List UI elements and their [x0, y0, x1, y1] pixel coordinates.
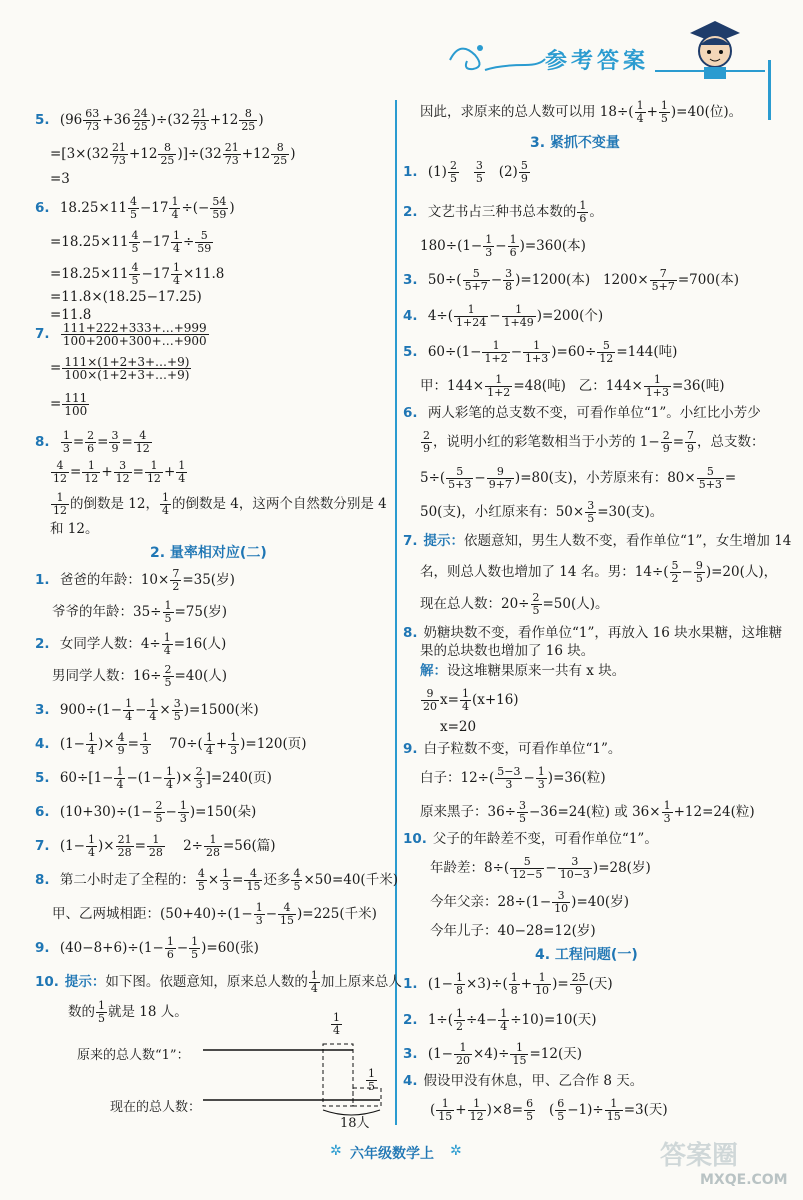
- answer-line: 现在总人数：20÷ $\frac{2}{5}$ =50(人)。: [420, 591, 609, 617]
- answer-line: = $\frac{111}{100}$: [50, 391, 88, 418]
- segment-lines: [195, 1036, 390, 1118]
- question-number: 3.: [403, 272, 418, 288]
- brace-label: 18人: [340, 1116, 370, 1131]
- watermark-url: MXQE.COM: [700, 1172, 788, 1188]
- question-number: 10.: [403, 831, 427, 847]
- footer-title: 六年级数学上: [350, 1146, 434, 1162]
- answer-line: 名，则总人数也增加了 14 名。男：14÷( $\frac{5}{2}$ − $\frac{9}{5}$ )=20(人)，: [420, 559, 778, 585]
- answer-line: 1. (1− $\frac{1}{8}$ ×3)÷( $\frac{1}{8}$ + $\frac{1}{10}$ )= $\frac{25}{9}$ (天): [403, 971, 613, 997]
- answer-line: $\frac{2}{9}$ ，说明小红的彩笔数相当于小芳的 1− $\frac{2}{9}$ = $\frac{7}{9}$ ，总支数：: [423, 429, 765, 455]
- label-current-total: 现在的总人数：: [110, 1100, 202, 1115]
- question-number: 7.: [35, 326, 50, 342]
- question-number: 4.: [403, 1073, 418, 1089]
- graduate-mascot-icon: [670, 15, 750, 80]
- answer-line: 9. 白子粒数不变，可看作单位“1”。: [403, 741, 622, 757]
- answer-line: 8. $\frac{1}{3}$ = $\frac{2}{6}$ = $\frac{3}{9}$ = $\frac{4}{12}$: [35, 429, 150, 455]
- question-number: 1.: [403, 976, 418, 992]
- answer-line: 10. 父子的年龄差不变，可看作单位“1”。: [403, 831, 658, 847]
- answer-line: $\frac{4}{12}$ = $\frac{1}{12}$ + $\frac{3}{12}$ = $\frac{1}{12}$ + $\frac{1}{4}$: [53, 459, 186, 485]
- answer-line: =11.8×(18.25−17.25): [50, 289, 202, 305]
- section-heading: 2. 量率相对应(二): [150, 545, 267, 561]
- right-fraction: $\frac{1}{5}$: [368, 1067, 375, 1093]
- answer-line: = $\frac{111\times(1+2+3+\dots+9)}{100\times(1+2+3+\dots+9)}$: [50, 355, 190, 382]
- answer-line: 白子：12÷( $\frac{5-3}{3}$ − $\frac{1}{3}$ )=36(粒): [420, 765, 606, 791]
- label-original-total: 原来的总人数“1”：: [77, 1048, 190, 1063]
- question-number: 2.: [35, 636, 50, 652]
- question-number: 5.: [35, 112, 50, 128]
- question-number: 8.: [403, 625, 418, 641]
- section-heading: 3. 紧抓不变量: [530, 135, 620, 151]
- answer-line: 5÷( $\frac{5}{5+3}$ − $\frac{9}{9+7}$ )=80(支)，小芳原来有：80× $\frac{5}{5+3}$ =: [420, 465, 737, 491]
- question-number: 7.: [403, 533, 418, 549]
- answer-line: 数的 $\frac{1}{5}$ 就是 18 人。: [68, 999, 188, 1025]
- question-number: 8.: [35, 872, 50, 888]
- answer-line: x=20: [440, 719, 477, 735]
- question-number: 9.: [403, 741, 418, 757]
- answer-line: 9. (40−8+6)÷(1− $\frac{1}{6}$ − $\frac{1}{5}$ )=60(张): [35, 935, 259, 961]
- question-number: 5.: [403, 344, 418, 360]
- answer-line: 6. 两人彩笔的总支数不变，可看作单位“1”。小红比小芳少: [403, 405, 761, 421]
- answer-line: 甲、乙两城相距：(50+40)÷(1− $\frac{1}{3}$ − $\frac{4}{15}$ )=225(千米): [52, 901, 377, 927]
- answer-line: 7. $\frac{111+222+333+\dots+999}{100+200+300+\dots+900}$: [35, 321, 207, 348]
- question-number: 4.: [35, 736, 50, 752]
- solution-label: 解：: [420, 663, 447, 679]
- answer-line: $\frac{1}{12}$ 的倒数是 12， $\frac{1}{4}$ 的倒数是 4，这两个自然数分别是 4: [53, 491, 387, 517]
- question-number: 6.: [35, 804, 50, 820]
- question-number: 2.: [403, 204, 418, 220]
- question-number: 4.: [403, 308, 418, 324]
- answer-line: =18.25×11 $\frac{4}{5}$ −17 $\frac{1}{4}$ ÷ $\frac{5}{59}$: [50, 229, 212, 255]
- answer-line: 今年儿子：40−28=12(岁): [430, 923, 596, 939]
- answer-line: 3. 50÷( $\frac{5}{5+7}$ − $\frac{3}{8}$ )=1200(本) 1200× $\frac{7}{5+7}$ =700(本): [403, 267, 739, 293]
- footer-star-icon: ✲: [450, 1143, 462, 1159]
- answer-line: =18.25×11 $\frac{4}{5}$ −17 $\frac{1}{4}$ ×11.8: [50, 261, 225, 287]
- answer-line: 5. 60÷(1− $\frac{1}{1+2}$ − $\frac{1}{1+3}$ )=60÷ $\frac{5}{12}$ =144(吨): [403, 339, 678, 365]
- top-fraction: $\frac{1}{4}$: [333, 1011, 340, 1037]
- answer-line: 1. (1) $\frac{2}{5}$ $\frac{3}{5}$ (2) $\frac{5}{9}$: [403, 159, 528, 185]
- footer-star-icon: ✲: [330, 1143, 342, 1159]
- answer-line: 3. (1− $\frac{1}{20}$ ×4)÷ $\frac{1}{15}$ =12(天): [403, 1041, 583, 1067]
- question-number: 10.: [35, 974, 59, 990]
- answer-line: 爷爷的年龄：35÷ $\frac{1}{5}$ =75(岁): [52, 599, 228, 625]
- question-number: 7.: [35, 838, 50, 854]
- answer-line: 8. 奶糖块数不变，看作单位“1”，再放入 16 块水果糖，这堆糖: [403, 625, 783, 641]
- hint-label: 提示：: [64, 974, 106, 990]
- answer-line: 4. 假设甲没有休息，甲、乙合作 8 天。: [403, 1073, 644, 1089]
- question-number: 3.: [403, 1046, 418, 1062]
- answer-line: 今年父亲：28÷(1− $\frac{3}{10}$ )=40(岁): [430, 889, 629, 915]
- section-heading: 4. 工程问题(一): [535, 947, 638, 963]
- question-number: 5.: [35, 770, 50, 786]
- answer-line: 2. 文艺书占三种书总本数的 $\frac{1}{6}$ 。: [403, 199, 603, 225]
- answer-line: 解：设这堆糖果原来一共有 x 块。: [420, 663, 626, 679]
- answer-line: 10. 提示：如下图。依题意知，原来总人数的 $\frac{1}{4}$ 加上原来总人: [35, 969, 402, 995]
- answer-line: 甲：144× $\frac{1}{1+2}$ =48(吨) 乙：144× $\frac{1}{1+3}$ =36(吨): [420, 373, 725, 399]
- answer-line: 3. 900÷(1− $\frac{1}{4}$ − $\frac{1}{4}$ × $\frac{3}{5}$ )=1500(米): [35, 697, 259, 723]
- answer-line: 年龄差：8÷( $\frac{5}{12-5}$ − $\frac{3}{10-3}$ )=28(岁): [430, 855, 651, 881]
- answer-line: 果的总块数也增加了 16 块。: [420, 643, 595, 659]
- question-number: 1.: [35, 572, 50, 588]
- answer-line: 6. (10+30)÷(1− $\frac{2}{5}$ − $\frac{1}{3}$ )=150(朵): [35, 799, 257, 825]
- question-number: 6.: [403, 405, 418, 421]
- answer-line: 原来黑子：36÷ $\frac{3}{5}$ −36=24(粒) 或 36× $\frac{1}{3}$ +12=24(粒): [420, 799, 755, 825]
- answer-line: 6. 18.25×11 $\frac{4}{5}$ −17 $\frac{1}{4}$ ÷(− $\frac{54}{59}$ ): [35, 195, 235, 221]
- answer-line: 和 12。: [50, 521, 99, 537]
- question-number: 9.: [35, 940, 50, 956]
- question-number: 1.: [403, 164, 418, 180]
- answer-line: =11.8: [50, 307, 92, 323]
- question-number: 8.: [35, 434, 50, 450]
- header-side-bar: [768, 60, 771, 120]
- answer-line: 2. 1÷( $\frac{1}{2}$ ÷4− $\frac{1}{4}$ ÷10)=10(天): [403, 1007, 597, 1033]
- answer-line: ( $\frac{1}{15}$ + $\frac{1}{12}$ )×8= $\frac{6}{5}$ ( $\frac{6}{5}$ −1)÷ $\frac{1}{15}$ =3(天): [430, 1097, 668, 1123]
- answer-line: 50(支)，小红原来有：50× $\frac{3}{5}$ =30(支)。: [420, 499, 664, 525]
- question-number: 6.: [35, 200, 50, 216]
- answer-line: 4. 4÷( $\frac{1}{1+24}$ − $\frac{1}{1+49}$ )=200(个): [403, 303, 604, 329]
- answer-line: 4. (1− $\frac{1}{4}$ )× $\frac{4}{9}$ = $\frac{1}{3}$ 70÷( $\frac{1}{4}$ + $\frac{1}{3}$ )=120(页): [35, 731, 307, 757]
- answer-line: =3: [50, 171, 70, 187]
- answer-line: 男同学人数：16÷ $\frac{2}{5}$ =40(人): [52, 663, 228, 689]
- answer-line: 因此，求原来的总人数可以用 18÷( $\frac{1}{4}$ + $\frac{1}{5}$ )=40(位)。: [420, 99, 743, 125]
- answer-line: 1. 爸爸的年龄：10× $\frac{7}{2}$ =35(岁): [35, 567, 235, 593]
- question-number: 2.: [403, 1012, 418, 1028]
- answer-line: 7. (1− $\frac{1}{4}$ )× $\frac{21}{28}$ = $\frac{1}{28}$ 2÷ $\frac{1}{28}$ =56(篇): [35, 833, 276, 859]
- answer-line: 8. 第二小时走了全程的： $\frac{4}{5}$ × $\frac{1}{3}$ = $\frac{4}{15}$ 还多 $\frac{4}{5}$ ×50=40(千米): [35, 867, 398, 893]
- question-number: 3.: [35, 702, 50, 718]
- answer-line: 180÷(1− $\frac{1}{3}$ − $\frac{1}{6}$ )=360(本): [420, 233, 586, 259]
- hint-label: 提示：: [423, 533, 465, 549]
- answer-line: 2. 女同学人数：4÷ $\frac{1}{4}$ =16(人): [35, 631, 227, 657]
- answer-line: 7. 提示：依题意知，男生人数不变，看作单位“1”，女生增加 14: [403, 533, 792, 549]
- answer-line: $\frac{9}{20}$ x= $\frac{1}{4}$ (x+16): [423, 687, 519, 713]
- watermark-logo: 答案圈: [660, 1141, 739, 1171]
- answer-line: 5. (96 $\frac{63}{73}$ +36 $\frac{24}{25}$ )÷(32 $\frac{21}{73}$ +12 $\frac{8}{25}$ ): [35, 107, 264, 133]
- answer-line: =[3×(32 $\frac{21}{73}$ +12 $\frac{8}{25}$ )]÷(32 $\frac{21}{73}$ +12 $\frac{8}{25}$ ): [50, 141, 296, 167]
- page-header-title: 参考答案: [545, 49, 650, 74]
- swirl-ornament-icon: [440, 30, 550, 80]
- answer-line: 5. 60÷[1− $\frac{1}{4}$ −(1− $\frac{1}{4}$ )× $\frac{2}{3}$ ]=240(页): [35, 765, 272, 791]
